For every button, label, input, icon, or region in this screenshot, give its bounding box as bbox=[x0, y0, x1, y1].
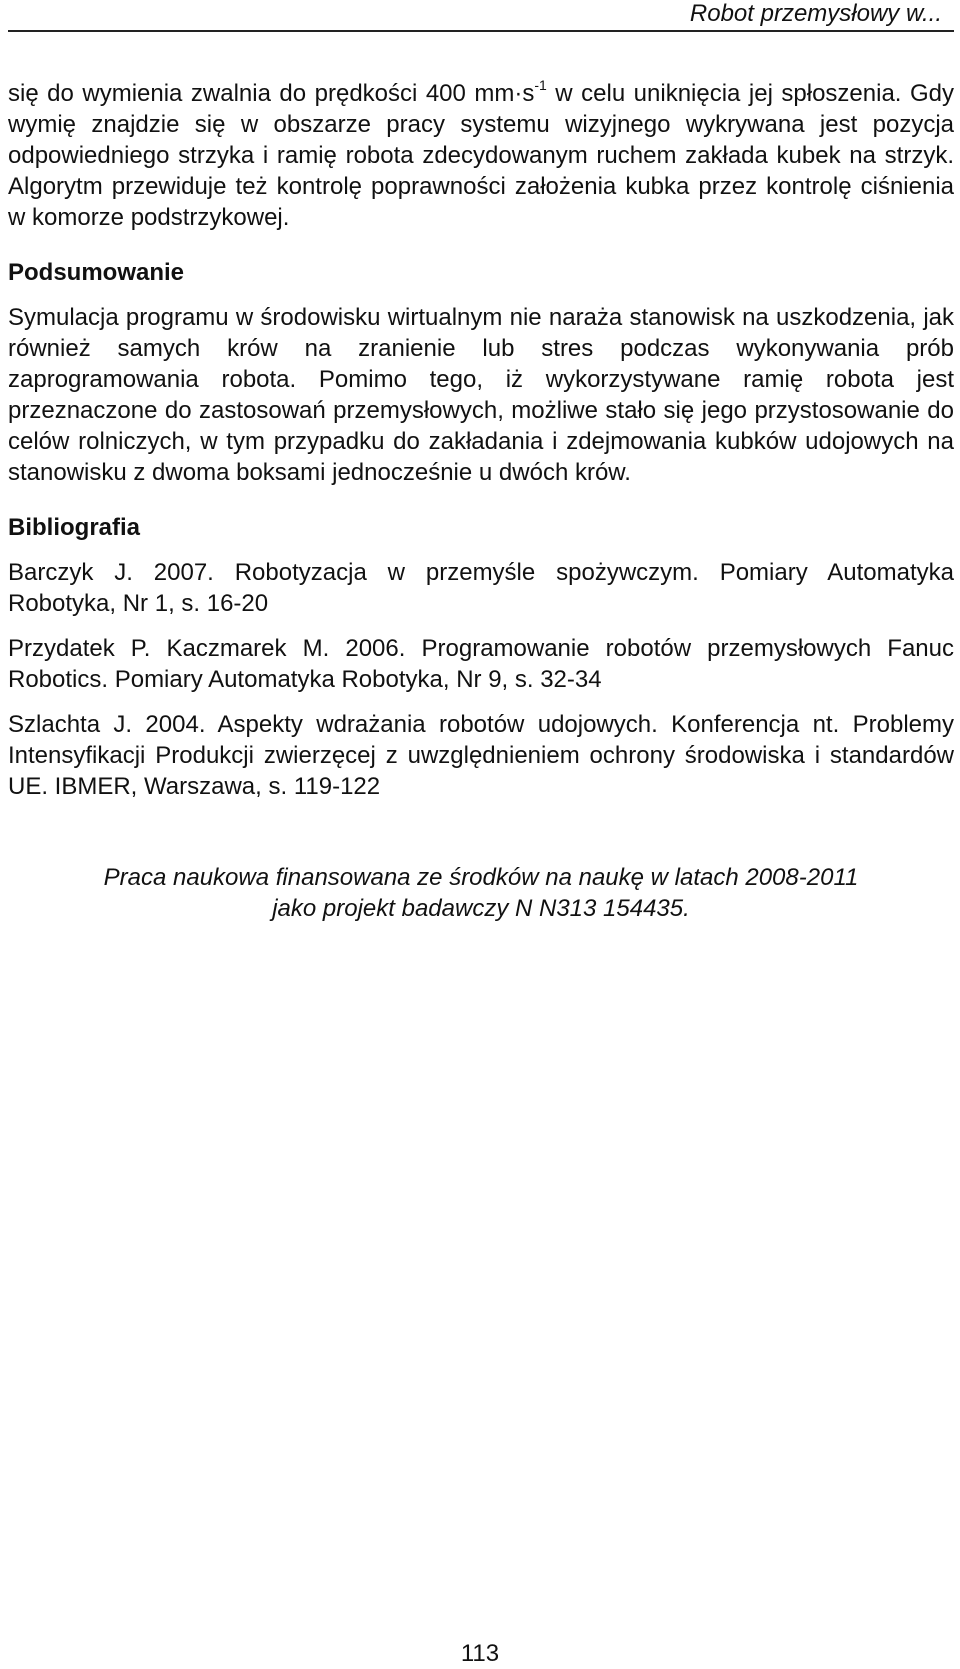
running-title: Robot przemysłowy w... bbox=[689, 0, 942, 27]
bibliography-heading: Bibliografia bbox=[8, 514, 141, 541]
bibliography-entry: Szlachta J. 2004. Aspekty wdrażania robotów udojowych. Konferencja nt. Problemy Intensyfikacji Produkcji zwierzęcej z uwzględnieniem ochrony środowiska i standardów UE. IBMER, Warszawa, s. 119-122 bbox=[8, 711, 954, 800]
intro-superscript: -1 bbox=[534, 77, 547, 93]
summary-paragraph: Symulacja programu w środowisku wirtualnym nie naraża stanowisk na uszkodzenia, jak również samych krów na zranienie lub stres podczas wykonywania prób zaprogramowania robota. Pomimo tego, iż wykorzystywane ramię robota jest przeznaczone do zastosowań przemysłowych, możliwe stało się jego przystosowanie do celów rolniczych, w tym przypadku do zakładania i zdejmowania kubków udojowych na stanowisku z dwoma boksami jednocześnie u dwóch krów. bbox=[8, 304, 954, 486]
bibliography-entry: Przydatek P. Kaczmarek M. 2006. Programowanie robotów przemysłowych Fanuc Robotics. Pomiary Automatyka Robotyka, Nr 9, s. 32-34 bbox=[8, 635, 954, 693]
funding-line-2: jako projekt badawczy N N313 154435. bbox=[272, 895, 690, 922]
intro-text-part2: w celu uniknięcia jej spłoszenia. Gdy wymię znajdzie się w obszarze pracy systemu wizyjnego wykrywana jest pozycja odpowiedniego strzyka i ramię robota zdecydowanym ruchem zakłada kubek na strzyk. Algorytm przewiduje też kontrolę poprawności założenia kubka przez kontrolę ciśnienia w komorze podstrzykowej. bbox=[8, 80, 954, 231]
summary-heading: Podsumowanie bbox=[8, 259, 185, 286]
funding-note bbox=[8, 862, 954, 924]
page-number: 113 bbox=[460, 1640, 500, 1667]
intro-paragraph bbox=[8, 78, 954, 233]
bibliography-entry: Barczyk J. 2007. Robotyzacja w przemyśle spożywczym. Pomiary Automatyka Robotyka, Nr 1, s. 16-20 bbox=[8, 559, 954, 617]
page-body bbox=[8, 78, 954, 924]
running-header bbox=[8, 0, 954, 32]
intro-text-part1: się do wymienia zwalnia do prędkości 400 mm·s bbox=[8, 80, 535, 107]
funding-line-1: Praca naukowa finansowana ze środków na naukę w latach 2008-2011 bbox=[103, 864, 859, 891]
